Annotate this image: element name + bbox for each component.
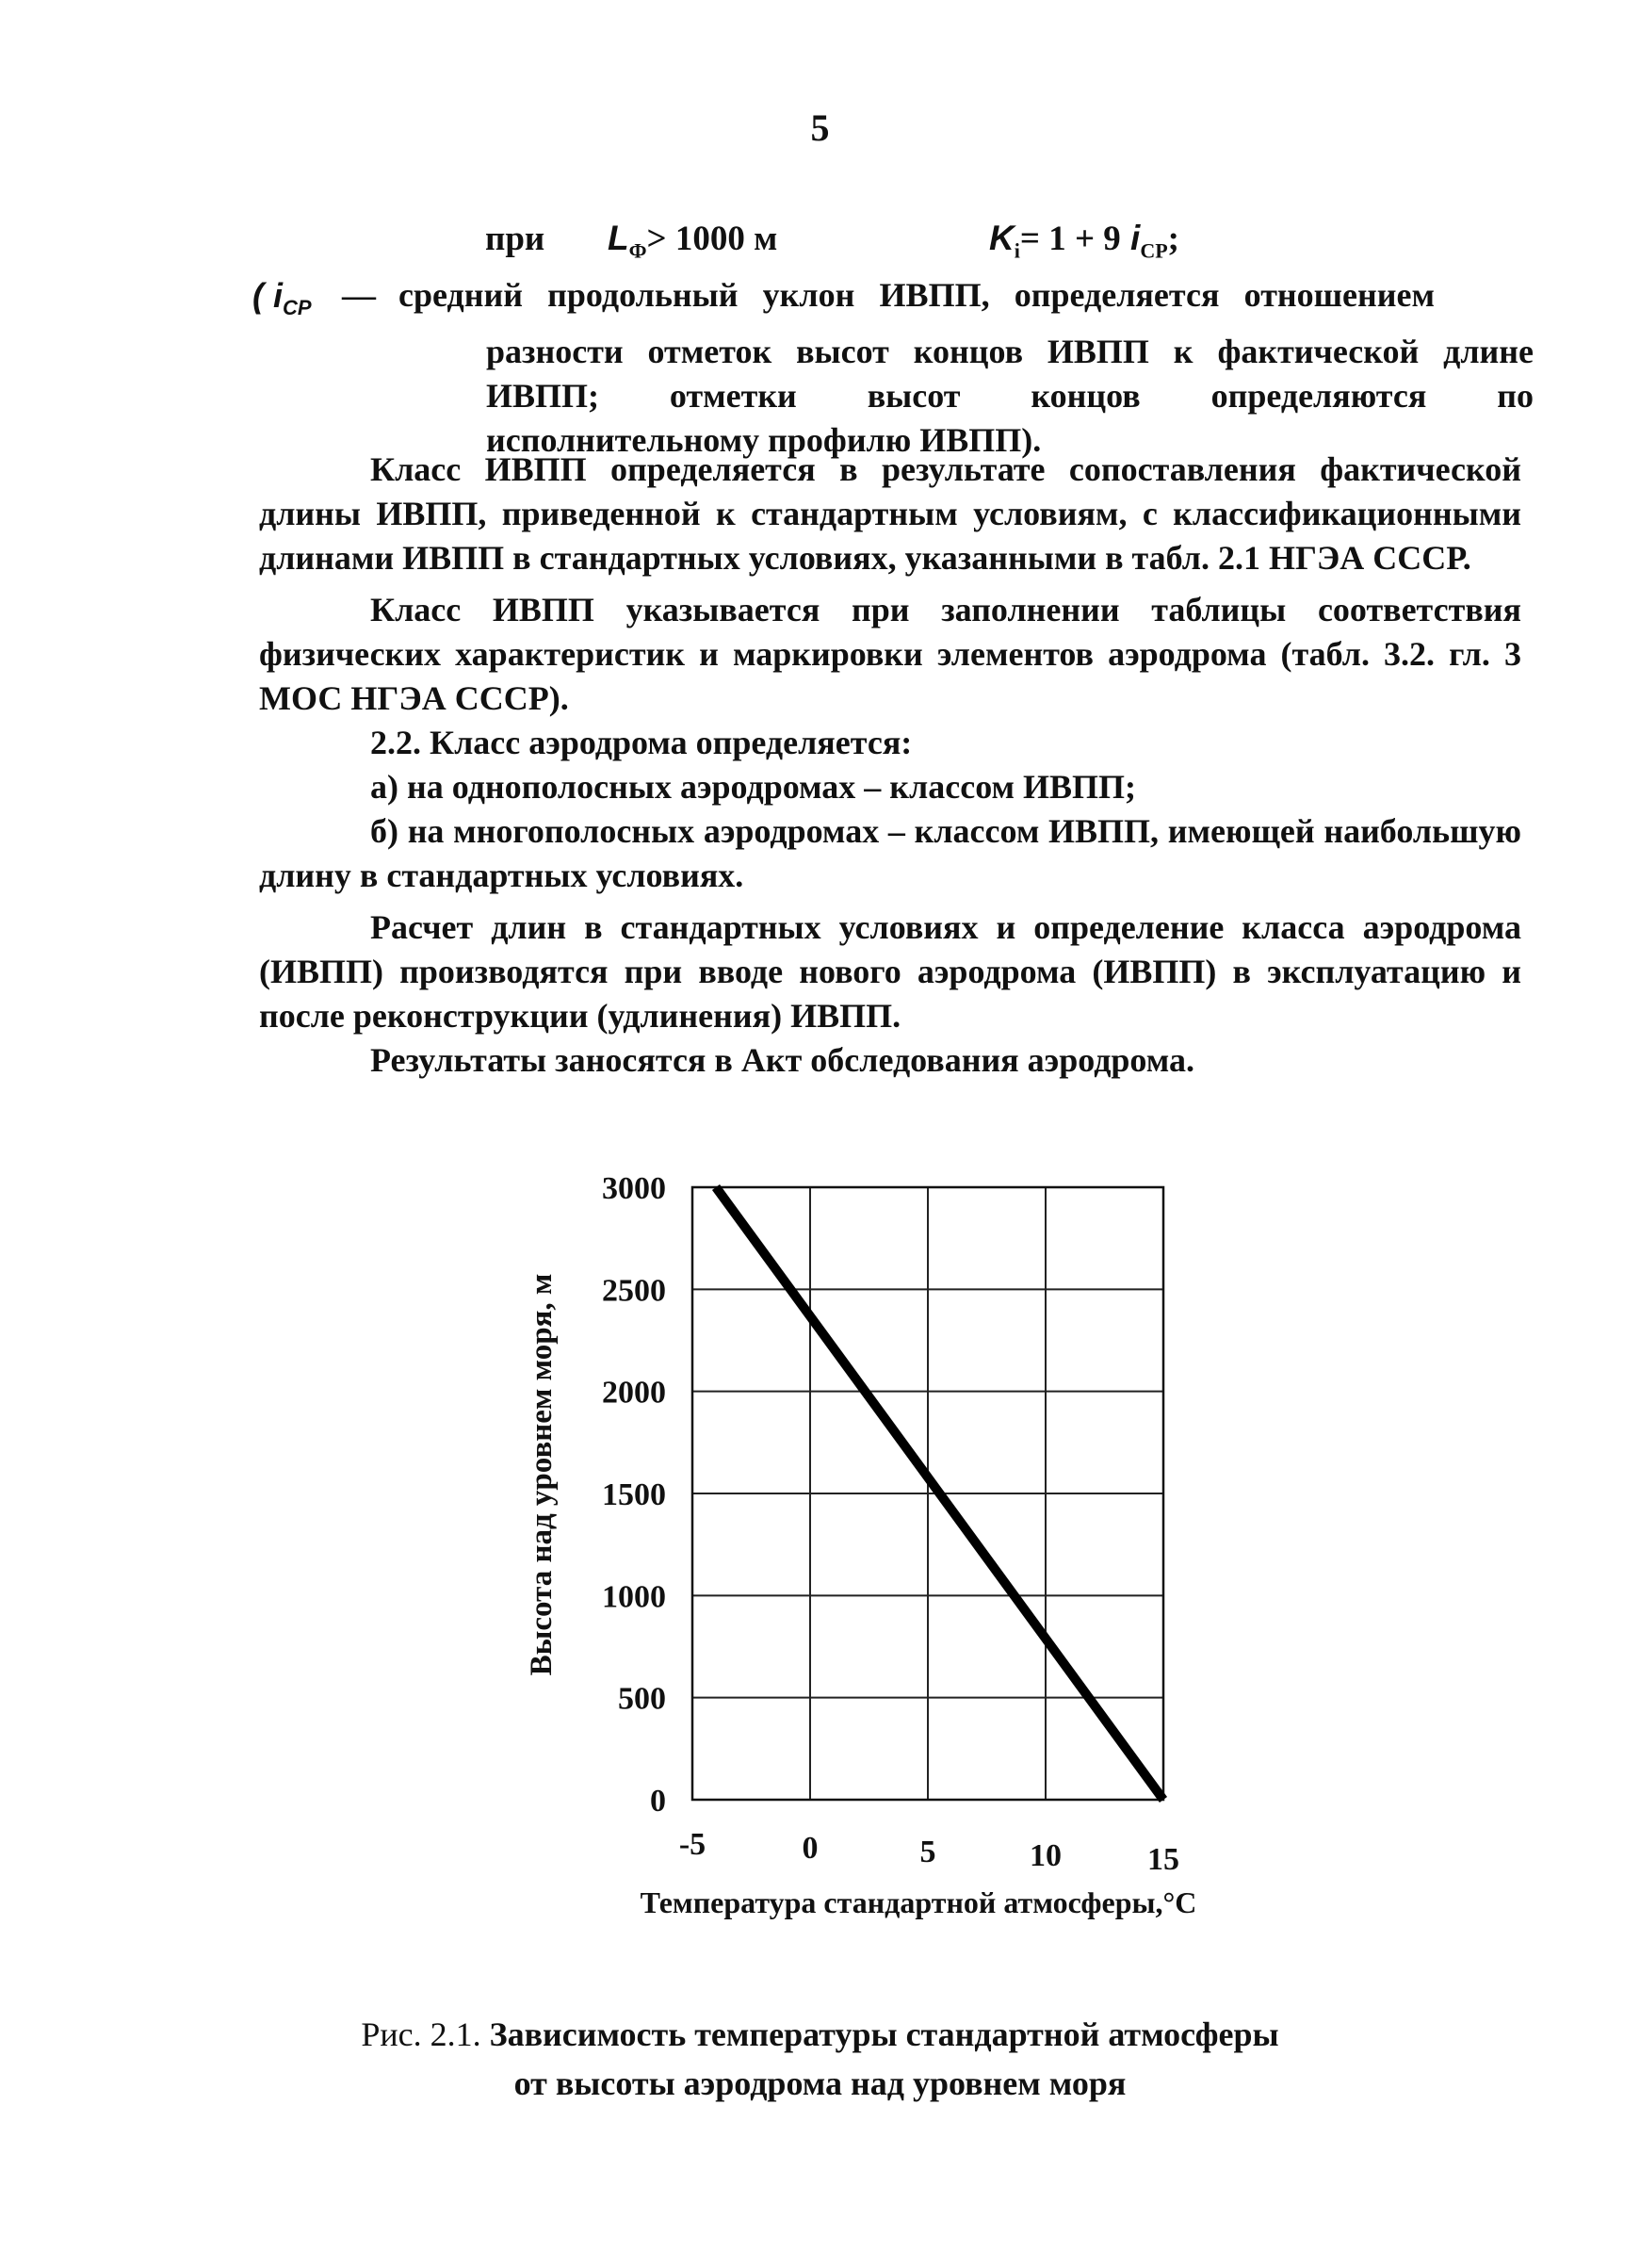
y-axis-label: Высота над уровнем моря, м xyxy=(525,1273,559,1676)
paragraph-calculation: Расчет длин в стандартных условиях и определение класса аэродрома (ИВПП) производятся при вводе нового аэродрома (ИВПП) в эксплуатацию и после реконструкции (удлинения) ИВПП. xyxy=(259,908,1521,1035)
x-tick-label-3: 10 xyxy=(1030,1838,1062,1873)
caption-line-2: от высоты аэродрома над уровнем моря xyxy=(513,2064,1127,2102)
y-tick-label-6: 3000 xyxy=(602,1171,666,1206)
altitude-temperature-chart xyxy=(509,1168,1243,1941)
x-tick-label-4: 15 xyxy=(1147,1842,1179,1877)
body-text xyxy=(259,448,1521,1083)
y-tick-label-2: 1000 xyxy=(602,1579,666,1615)
formula-result-symbol: K xyxy=(989,219,1015,257)
note-line-4: исполнительному профилю ИВПП). xyxy=(486,421,1042,460)
y-tick-label-3: 1500 xyxy=(602,1477,666,1512)
x-axis-label: Температура стандартной атмосферы,°С xyxy=(640,1885,1197,1919)
paragraph-runway-class-table: Класс ИВПП указывается при заполнении таблицы соответствия физических характеристик и маркировки элементов аэродрома (табл. 3.2. гл. 3 МОС НГЭА СССР). xyxy=(259,591,1521,717)
paragraph-single-runway: а) на однополосных аэродромах – классом ИВПП; xyxy=(370,768,1137,806)
paragraph-runway-class: Класс ИВПП определяется в результате сопоставления фактической длины ИВПП, приведенной к стандартным условиям, с классификационными длинами ИВПП в стандартных условиях, указанными в табл. 2.1 НГЭА СССР. xyxy=(259,450,1521,577)
formula-result-var: i xyxy=(1120,219,1141,257)
chart-figure xyxy=(509,1168,1243,1941)
formula-result-rest: = 1 + 9 xyxy=(1019,220,1121,258)
paragraph-multi-runway: б) на многополосных аэродромах – классом ИВПП, имеющей наибольшую длину в стандартных условиях. xyxy=(259,812,1521,894)
slope-note xyxy=(252,273,1534,463)
formula-condition-symbol: L xyxy=(608,219,629,257)
note-line-1: средний продольный уклон ИВПП, определяется отношением xyxy=(398,276,1435,314)
formula-result-end: ; xyxy=(1167,220,1179,258)
y-tick-label-1: 500 xyxy=(618,1681,666,1717)
note-line-3: ИВПП; отметки высот концов определяются по xyxy=(486,377,1534,416)
formula-result xyxy=(989,219,1179,263)
note-line-2: разности отметок высот концов ИВПП к фактической длине xyxy=(486,333,1534,371)
x-tick-label-2: 5 xyxy=(919,1835,936,1869)
caption-line-1: Зависимость температуры стандартной атмосферы xyxy=(489,2015,1279,2053)
formula xyxy=(485,219,1179,263)
note-symbol: ( $i_{СР}$ xyxy=(252,276,312,320)
page-number: 5 xyxy=(810,106,830,149)
paragraph-results: Результаты заносятся в Акт обследования аэродрома. xyxy=(370,1041,1195,1079)
caption-label: Рис. 2.1. xyxy=(361,2015,481,2053)
formula-result-sub: i xyxy=(1014,238,1020,263)
figure-caption xyxy=(0,2010,1640,2108)
y-tick-label-0: 0 xyxy=(650,1784,666,1819)
x-tick-label-0: -5 xyxy=(678,1827,706,1862)
x-tick-label-1: 0 xyxy=(802,1831,819,1866)
formula-condition-sub: Ф xyxy=(628,238,647,263)
paragraph-aerodrome-class: 2.2. Класс аэродрома определяется: xyxy=(370,724,913,761)
formula-condition xyxy=(608,219,989,263)
formula-condition-rest: > 1000 м xyxy=(646,220,778,258)
y-tick-label-4: 2000 xyxy=(602,1375,666,1411)
note-dash: — xyxy=(342,276,376,314)
formula-result-var-sub: СР xyxy=(1140,238,1168,263)
y-tick-label-5: 2500 xyxy=(602,1273,666,1309)
formula-prefix: при xyxy=(485,220,545,258)
